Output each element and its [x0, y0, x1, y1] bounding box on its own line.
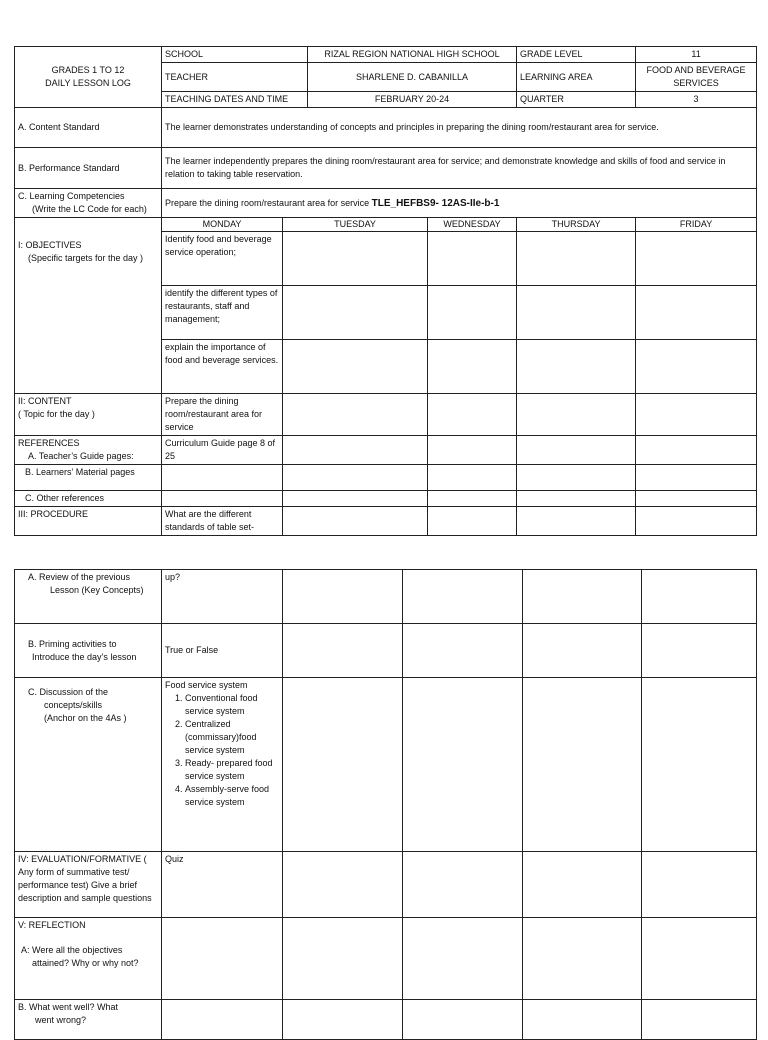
competency-text: Prepare the dining room/restaurant area for service	[165, 197, 370, 208]
discussion-label-2: concepts/skills	[44, 700, 103, 710]
list-item: 2. Centralized (commissary)food service system	[185, 718, 279, 757]
log-title-cell	[15, 47, 162, 108]
content-row	[15, 394, 757, 436]
reflection-label-cell	[15, 918, 162, 1000]
procedure-row	[15, 507, 757, 536]
competency-sub: (Write the LC Code for each)	[32, 204, 147, 214]
list-item: 3. Ready- prepared food service system	[185, 757, 279, 783]
discussion-label-3: (Anchor on the 4As )	[44, 713, 127, 723]
content-standard-row	[15, 108, 757, 148]
teacher-label: TEACHER	[162, 63, 308, 92]
school-value: RIZAL REGION NATIONAL HIGH SCHOOL	[308, 47, 517, 63]
quarter-label: QUARTER	[517, 92, 636, 108]
review-row	[15, 570, 757, 624]
objective-3: explain the importance of food and beverage services.	[162, 340, 283, 394]
procedure-monday-part2: up?	[162, 570, 283, 624]
log-subtitle: DAILY LESSON LOG	[45, 78, 131, 88]
priming-row	[15, 624, 757, 678]
day-tuesday: TUESDAY	[283, 218, 428, 232]
content-sub: ( Topic for the day )	[18, 409, 95, 419]
evaluation-monday: Quiz	[162, 852, 283, 918]
priming-label-2: Introduce the day’s lesson	[32, 651, 137, 662]
content-monday: Prepare the dining room/restaurant area for service	[162, 394, 283, 436]
competency-row	[15, 189, 757, 218]
grade-value: 11	[636, 47, 757, 63]
content-label-cell	[15, 394, 162, 436]
reflection-b-label-cell	[15, 1000, 162, 1040]
priming-label-1: B. Priming activities to	[28, 638, 117, 649]
learners-material-label: B. Learners’ Material pages	[15, 465, 162, 491]
dates-value: FEBRUARY 20-24	[308, 92, 517, 108]
lesson-log-table-page-1	[14, 46, 757, 536]
area-value: FOOD AND BEVERAGE SERVICES	[636, 63, 757, 92]
reflection-b-label-1: B. What went well? What	[18, 1002, 119, 1012]
procedure-monday-part1: What are the different standards of table set-	[162, 507, 283, 536]
discussion-row	[15, 678, 757, 852]
other-references-row	[15, 491, 757, 507]
objective-2: identify the different types of restaurants, staff and management;	[162, 286, 283, 340]
food-service-system-list	[165, 692, 279, 809]
lesson-log-table-page-2	[14, 569, 757, 1040]
list-item: 4. Assembly-serve food service system	[185, 783, 279, 809]
list-item: 1. Conventional food service system	[185, 692, 279, 718]
objectives-label-cell	[15, 218, 162, 394]
performance-standard-text: The learner independently prepares the dining room/restaurant area for service; and demonstrate knowledge and skills of food and service in relation to taking table reservation.	[162, 148, 757, 189]
reflection-a-row	[15, 918, 757, 1000]
log-title: GRADES 1 TO 12	[51, 65, 125, 75]
performance-standard-row	[15, 148, 757, 189]
dates-label: TEACHING DATES AND TIME	[162, 92, 308, 108]
priming-label-cell	[15, 624, 162, 678]
references-label: REFERENCES	[18, 438, 80, 448]
references-row	[15, 436, 757, 465]
header-row-school	[15, 47, 757, 63]
school-label: SCHOOL	[162, 47, 308, 63]
objective-1: Identify food and beverage service operation;	[162, 232, 283, 286]
learners-material-row	[15, 465, 757, 491]
quarter-value: 3	[636, 92, 757, 108]
evaluation-label: IV: EVALUATION/FORMATIVE ( Any form of summative test/ performance test) Give a brief description and sample questions	[15, 852, 162, 918]
content-standard-text: The learner demonstrates understanding of concepts and principles in preparing the dining room/restaurant area for service.	[162, 108, 757, 148]
review-label-2: Lesson (Key Concepts)	[50, 585, 144, 595]
teachers-guide-value: Curriculum Guide page 8 of 25	[162, 436, 283, 465]
reflection-a-label-1: A: Were all the objectives	[21, 945, 123, 955]
reflection-a-label-2: attained? Why or why not?	[32, 958, 139, 968]
teachers-guide-label: A. Teacher’s Guide pages:	[28, 451, 134, 461]
grade-label: GRADE LEVEL	[517, 47, 636, 63]
reflection-b-row	[15, 1000, 757, 1040]
day-thursday: THURSDAY	[517, 218, 636, 232]
day-friday: FRIDAY	[636, 218, 757, 232]
day-wednesday: WEDNESDAY	[428, 218, 517, 232]
competency-label: C. Learning Competencies	[18, 191, 125, 201]
teacher-value: SHARLENE D. CABANILLA	[308, 63, 517, 92]
reflection-label: V: REFLECTION	[18, 920, 86, 930]
discussion-monday	[162, 678, 283, 852]
review-label-cell	[15, 570, 162, 624]
competency-code: TLE_HEFBS9- 12AS-IIe-b-1	[371, 197, 500, 209]
priming-value: True or False	[162, 624, 283, 678]
area-label: LEARNING AREA	[517, 63, 636, 92]
review-label-1: A. Review of the previous	[28, 572, 131, 582]
day-monday: MONDAY	[162, 218, 283, 232]
content-label: II: CONTENT	[18, 396, 72, 406]
discussion-label-cell	[15, 678, 162, 852]
competency-label-cell	[15, 189, 162, 218]
other-references-label: C. Other references	[15, 491, 162, 507]
objectives-sub: (Specific targets for the day )	[28, 253, 144, 263]
reflection-b-label-2: went wrong?	[35, 1015, 87, 1025]
competency-text-cell	[162, 189, 757, 218]
objectives-label: I: OBJECTIVES	[18, 240, 82, 250]
days-row	[15, 218, 757, 232]
performance-standard-label: B. Performance Standard	[15, 148, 162, 189]
content-standard-label: A. Content Standard	[15, 108, 162, 148]
discussion-title: Food service system	[165, 680, 248, 690]
evaluation-row	[15, 852, 757, 918]
references-label-cell	[15, 436, 162, 465]
discussion-label-1: C. Discussion of the	[28, 687, 109, 697]
procedure-label: III: PROCEDURE	[15, 507, 162, 536]
